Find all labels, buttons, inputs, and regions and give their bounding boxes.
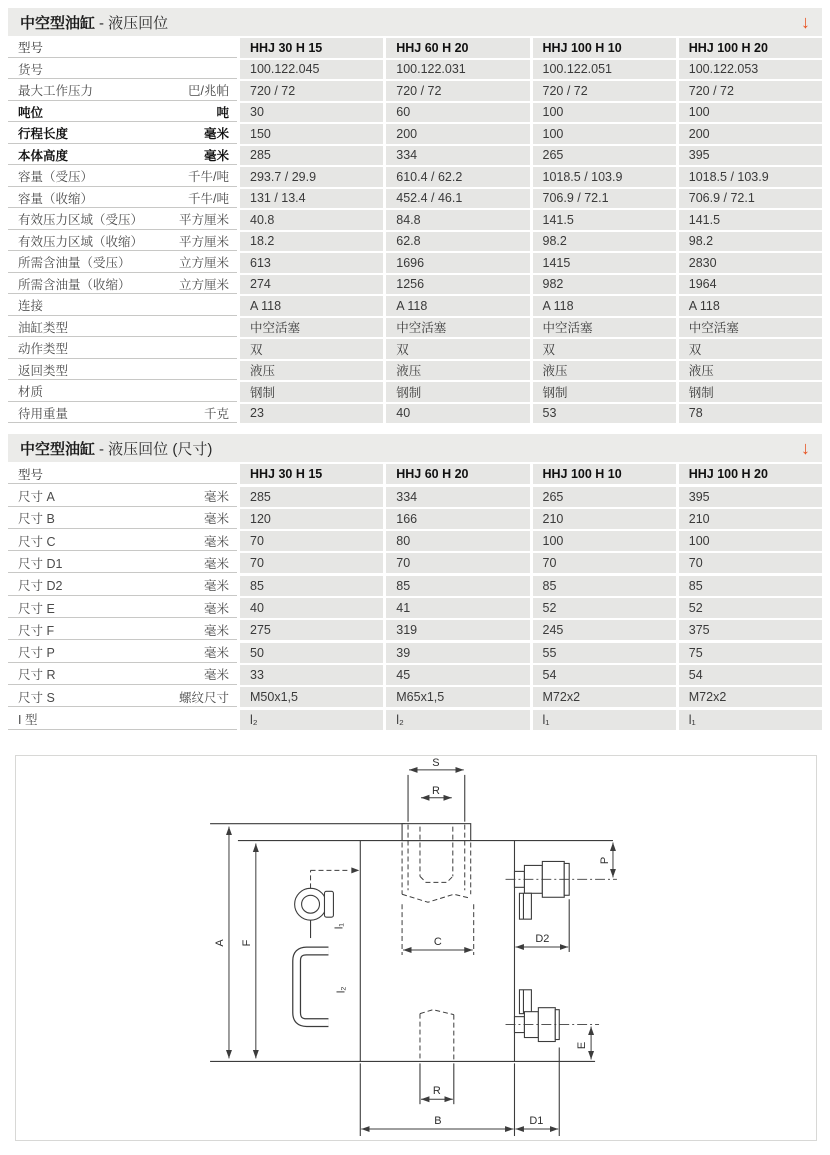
row-label: 连接 bbox=[18, 299, 44, 314]
row-label: 返回类型 bbox=[18, 363, 69, 378]
row-unit: 巴/兆帕 bbox=[188, 84, 229, 99]
table-row bbox=[8, 167, 822, 187]
dim-label-c: C bbox=[433, 935, 442, 948]
row-unit: 千牛/吨 bbox=[188, 170, 229, 185]
column-header-cell: HHJ 100 H 20 bbox=[679, 464, 822, 484]
row-label-cell: 型号 bbox=[8, 38, 237, 58]
table-row bbox=[8, 576, 822, 596]
value-cell: 334 bbox=[386, 487, 529, 507]
value-cell: 40 bbox=[240, 598, 383, 618]
value-cell: 200 bbox=[386, 124, 529, 144]
dim-label-r-top: R bbox=[431, 784, 440, 797]
table-row bbox=[8, 598, 822, 618]
value-cell: 265 bbox=[533, 487, 676, 507]
row-label-cell bbox=[8, 382, 237, 402]
value-cell: 1018.5 / 103.9 bbox=[679, 167, 822, 187]
table-subtitle: - 液压回位 (尺寸) bbox=[99, 440, 213, 458]
row-label: 油缸类型 bbox=[18, 320, 69, 335]
row-label-cell bbox=[8, 643, 237, 663]
value-cell: 200 bbox=[679, 124, 822, 144]
value-cell: 54 bbox=[679, 665, 822, 685]
value-cell: 80 bbox=[386, 531, 529, 551]
table-row bbox=[8, 210, 822, 230]
row-label: 本体高度 bbox=[18, 148, 69, 163]
row-label-cell bbox=[8, 665, 237, 685]
row-unit: 毫米 bbox=[203, 490, 229, 505]
value-cell: 100 bbox=[533, 124, 676, 144]
row-label-cell bbox=[8, 103, 237, 123]
table-row bbox=[8, 81, 822, 101]
value-cell: 39 bbox=[386, 643, 529, 663]
dim-label-e: E bbox=[576, 1041, 589, 1049]
value-cell: 70 bbox=[386, 553, 529, 573]
column-header-cell: HHJ 60 H 20 bbox=[386, 38, 529, 58]
value-cell: 75 bbox=[679, 643, 822, 663]
value-cell: l₁ bbox=[533, 710, 676, 730]
download-arrow-icon[interactable]: ↓ bbox=[801, 438, 810, 458]
value-cell: 53 bbox=[533, 404, 676, 424]
table-row bbox=[8, 553, 822, 573]
value-cell: 85 bbox=[240, 576, 383, 596]
dim-label-p: P bbox=[599, 856, 611, 864]
value-cell: 375 bbox=[679, 620, 822, 640]
value-cell: 双 bbox=[386, 339, 529, 359]
table-row bbox=[8, 509, 822, 529]
value-cell: 141.5 bbox=[533, 210, 676, 230]
value-cell: 1964 bbox=[679, 275, 822, 295]
table-row bbox=[8, 643, 822, 663]
row-unit: 毫米 bbox=[203, 148, 229, 163]
value-cell: 70 bbox=[533, 553, 676, 573]
value-cell: 钢制 bbox=[386, 382, 529, 402]
value-cell: 1696 bbox=[386, 253, 529, 273]
value-cell: 55 bbox=[533, 643, 676, 663]
row-label-cell bbox=[8, 687, 237, 707]
value-cell: M72x2 bbox=[679, 687, 822, 707]
row-label-cell bbox=[8, 553, 237, 573]
dim-label-r-bottom: R bbox=[432, 1084, 441, 1097]
value-cell: 2830 bbox=[679, 253, 822, 273]
row-label: 材质 bbox=[18, 385, 44, 400]
table-row bbox=[8, 531, 822, 551]
value-cell: 395 bbox=[679, 487, 822, 507]
value-cell: 285 bbox=[240, 146, 383, 166]
value-cell: 液压 bbox=[533, 361, 676, 381]
value-cell: 210 bbox=[533, 509, 676, 529]
table-row bbox=[8, 382, 822, 402]
value-cell: 150 bbox=[240, 124, 383, 144]
value-cell: M50x1,5 bbox=[240, 687, 383, 707]
value-cell: 钢制 bbox=[240, 382, 383, 402]
value-cell: 85 bbox=[533, 576, 676, 596]
row-label-cell bbox=[8, 598, 237, 618]
value-cell: 720 / 72 bbox=[386, 81, 529, 101]
value-cell: 78 bbox=[679, 404, 822, 424]
row-label-cell bbox=[8, 404, 237, 424]
row-unit: 螺纹尺寸 bbox=[178, 690, 229, 705]
table-row bbox=[8, 103, 822, 123]
row-label: 容量（受压） bbox=[18, 170, 94, 185]
value-cell: 98.2 bbox=[533, 232, 676, 252]
row-label: 行程长度 bbox=[18, 127, 69, 142]
value-cell: A 118 bbox=[679, 296, 822, 316]
row-label-cell bbox=[8, 361, 237, 381]
table-row bbox=[8, 710, 822, 730]
row-unit: 平方厘米 bbox=[178, 234, 229, 249]
value-cell: 275 bbox=[240, 620, 383, 640]
row-unit: 立方厘米 bbox=[178, 277, 229, 292]
row-unit: 千牛/吨 bbox=[188, 191, 229, 206]
column-header-cell: HHJ 30 H 15 bbox=[240, 38, 383, 58]
row-label: 动作类型 bbox=[18, 342, 69, 357]
value-cell: 85 bbox=[386, 576, 529, 596]
value-cell: 双 bbox=[240, 339, 383, 359]
value-cell: 45 bbox=[386, 665, 529, 685]
row-label-cell bbox=[8, 620, 237, 640]
lower-coupler bbox=[506, 989, 600, 1041]
value-cell: 中空活塞 bbox=[679, 318, 822, 338]
table-title: 中空型油缸 bbox=[20, 14, 96, 32]
table-row bbox=[8, 275, 822, 295]
row-label-cell bbox=[8, 189, 237, 209]
row-unit: 毫米 bbox=[203, 127, 229, 142]
value-cell: 70 bbox=[240, 553, 383, 573]
row-label: 有效压力区域（受压） bbox=[18, 213, 144, 228]
value-cell: 钢制 bbox=[533, 382, 676, 402]
value-cell: 液压 bbox=[386, 361, 529, 381]
row-label-cell bbox=[8, 339, 237, 359]
dim-label-b: B bbox=[434, 1114, 442, 1127]
value-cell: A 118 bbox=[386, 296, 529, 316]
spec-table-hydraulic-return bbox=[8, 8, 822, 423]
label-l1: l₁ bbox=[333, 922, 346, 929]
row-label-cell bbox=[8, 124, 237, 144]
value-cell: 293.7 / 29.9 bbox=[240, 167, 383, 187]
value-cell: 23 bbox=[240, 404, 383, 424]
value-cell: 100.122.053 bbox=[679, 60, 822, 80]
value-cell: 33 bbox=[240, 665, 383, 685]
value-cell: 610.4 / 62.2 bbox=[386, 167, 529, 187]
column-header-cell: HHJ 30 H 15 bbox=[240, 464, 383, 484]
column-header-row bbox=[8, 464, 822, 484]
row-label-cell bbox=[8, 275, 237, 295]
value-cell: l₂ bbox=[240, 710, 383, 730]
table-subtitle: - 液压回位 bbox=[99, 14, 169, 32]
table-row bbox=[8, 687, 822, 707]
dim-label-f: F bbox=[240, 939, 253, 946]
row-unit: 毫米 bbox=[203, 579, 229, 594]
value-cell: 274 bbox=[240, 275, 383, 295]
label-l2: l₂ bbox=[335, 986, 348, 993]
value-cell: 41 bbox=[386, 598, 529, 618]
row-unit: 毫米 bbox=[203, 623, 229, 638]
table-row bbox=[8, 620, 822, 640]
value-cell: 30 bbox=[240, 103, 383, 123]
row-label: 尺寸 E bbox=[18, 601, 55, 616]
row-label: 吨位 bbox=[18, 105, 44, 120]
upper-coupler bbox=[506, 861, 617, 919]
row-unit: 吨 bbox=[216, 105, 229, 120]
dimension-labels bbox=[214, 757, 611, 1127]
value-cell: 720 / 72 bbox=[533, 81, 676, 101]
value-cell: 液压 bbox=[240, 361, 383, 381]
value-cell: 706.9 / 72.1 bbox=[533, 189, 676, 209]
row-label-cell bbox=[8, 296, 237, 316]
table-body bbox=[8, 464, 822, 729]
row-label-cell bbox=[8, 576, 237, 596]
value-cell: l₂ bbox=[386, 710, 529, 730]
row-label: 尺寸 C bbox=[18, 534, 56, 549]
table-row bbox=[8, 232, 822, 252]
row-label: 尺寸 A bbox=[18, 490, 55, 505]
value-cell: 720 / 72 bbox=[679, 81, 822, 101]
value-cell: 100 bbox=[679, 531, 822, 551]
value-cell: A 118 bbox=[240, 296, 383, 316]
value-cell: 40 bbox=[386, 404, 529, 424]
value-cell: 720 / 72 bbox=[240, 81, 383, 101]
row-label-cell bbox=[8, 81, 237, 101]
value-cell: 18.2 bbox=[240, 232, 383, 252]
dim-label-s: S bbox=[432, 756, 440, 769]
dim-label-d1: D1 bbox=[529, 1114, 544, 1127]
table-title-bar bbox=[8, 8, 822, 36]
row-label-cell bbox=[8, 232, 237, 252]
value-cell: 62.8 bbox=[386, 232, 529, 252]
table-row bbox=[8, 124, 822, 144]
value-cell: 452.4 / 46.1 bbox=[386, 189, 529, 209]
column-header-cell: HHJ 60 H 20 bbox=[386, 464, 529, 484]
value-cell: 100 bbox=[679, 103, 822, 123]
value-cell: 1415 bbox=[533, 253, 676, 273]
value-cell: 1256 bbox=[386, 275, 529, 295]
row-label: 尺寸 D2 bbox=[18, 579, 63, 594]
row-label: 有效压力区域（收缩） bbox=[18, 234, 144, 249]
table-row bbox=[8, 318, 822, 338]
table-row bbox=[8, 361, 822, 381]
table-row bbox=[8, 146, 822, 166]
row-unit: 毫米 bbox=[203, 534, 229, 549]
value-cell: 285 bbox=[240, 487, 383, 507]
table-title-bar bbox=[8, 434, 822, 462]
row-unit: 立方厘米 bbox=[178, 256, 229, 271]
dim-label-a: A bbox=[214, 938, 227, 947]
row-label-cell bbox=[8, 509, 237, 529]
row-label: 尺寸 P bbox=[18, 646, 55, 661]
column-header-cell: HHJ 100 H 10 bbox=[533, 38, 676, 58]
dimension-diagram-panel bbox=[15, 755, 817, 1141]
row-label-cell bbox=[8, 210, 237, 230]
row-unit: 毫米 bbox=[203, 512, 229, 527]
value-cell: 100.122.031 bbox=[386, 60, 529, 80]
table-title: 中空型油缸 bbox=[20, 440, 96, 458]
value-cell: 84.8 bbox=[386, 210, 529, 230]
row-unit: 毫米 bbox=[203, 601, 229, 616]
value-cell: 70 bbox=[679, 553, 822, 573]
value-cell: 液压 bbox=[679, 361, 822, 381]
row-label-cell bbox=[8, 710, 237, 730]
value-cell: A 118 bbox=[533, 296, 676, 316]
row-label: I 型 bbox=[18, 713, 38, 728]
column-header-row bbox=[8, 38, 822, 58]
row-unit: 毫米 bbox=[203, 556, 229, 571]
column-header-cell: HHJ 100 H 20 bbox=[679, 38, 822, 58]
value-cell: 中空活塞 bbox=[386, 318, 529, 338]
value-cell: 中空活塞 bbox=[240, 318, 383, 338]
row-label-cell bbox=[8, 167, 237, 187]
value-cell: 319 bbox=[386, 620, 529, 640]
row-label-cell bbox=[8, 253, 237, 273]
table-row bbox=[8, 487, 822, 507]
value-cell: M72x2 bbox=[533, 687, 676, 707]
value-cell: l₁ bbox=[679, 710, 822, 730]
row-unit: 平方厘米 bbox=[178, 213, 229, 228]
value-cell: 54 bbox=[533, 665, 676, 685]
row-unit: 毫米 bbox=[203, 646, 229, 661]
row-label: 货号 bbox=[18, 62, 44, 77]
value-cell: 100.122.051 bbox=[533, 60, 676, 80]
table-row bbox=[8, 189, 822, 209]
value-cell: 50 bbox=[240, 643, 383, 663]
table-body bbox=[8, 38, 822, 423]
value-cell: 1018.5 / 103.9 bbox=[533, 167, 676, 187]
value-cell: 钢制 bbox=[679, 382, 822, 402]
value-cell: 70 bbox=[240, 531, 383, 551]
value-cell: 52 bbox=[679, 598, 822, 618]
row-label-cell bbox=[8, 318, 237, 338]
row-label: 容量（收缩） bbox=[18, 191, 94, 206]
table-row bbox=[8, 665, 822, 685]
dim-label-d2: D2 bbox=[535, 932, 550, 945]
value-cell: 52 bbox=[533, 598, 676, 618]
row-label: 尺寸 R bbox=[18, 668, 56, 683]
row-unit: 毫米 bbox=[203, 668, 229, 683]
value-cell: 141.5 bbox=[679, 210, 822, 230]
value-cell: 40.8 bbox=[240, 210, 383, 230]
row-label-cell bbox=[8, 487, 237, 507]
value-cell: 100 bbox=[533, 531, 676, 551]
table-row bbox=[8, 404, 822, 424]
row-label: 所需含油量（受压） bbox=[18, 256, 131, 271]
row-label: 所需含油量（收缩） bbox=[18, 277, 131, 292]
value-cell: 982 bbox=[533, 275, 676, 295]
row-label-cell bbox=[8, 60, 237, 80]
row-label: 尺寸 B bbox=[18, 512, 55, 527]
carry-handle bbox=[297, 951, 329, 1023]
value-cell: M65x1,5 bbox=[386, 687, 529, 707]
row-label: 尺寸 F bbox=[18, 623, 55, 638]
value-cell: 100.122.045 bbox=[240, 60, 383, 80]
row-label: 尺寸 D1 bbox=[18, 556, 63, 571]
value-cell: 131 / 13.4 bbox=[240, 189, 383, 209]
value-cell: 中空活塞 bbox=[533, 318, 676, 338]
table-row bbox=[8, 60, 822, 80]
value-cell: 395 bbox=[679, 146, 822, 166]
lifting-eye bbox=[295, 867, 360, 938]
value-cell: 706.9 / 72.1 bbox=[679, 189, 822, 209]
value-cell: 双 bbox=[533, 339, 676, 359]
value-cell: 120 bbox=[240, 509, 383, 529]
table-row bbox=[8, 253, 822, 273]
row-label: 最大工作压力 bbox=[18, 84, 94, 99]
spec-table-dimensions bbox=[8, 434, 822, 730]
value-cell: 85 bbox=[679, 576, 822, 596]
value-cell: 265 bbox=[533, 146, 676, 166]
row-label: 待用重量 bbox=[18, 406, 69, 421]
cylinder-dimension-drawing bbox=[16, 756, 816, 1140]
value-cell: 210 bbox=[679, 509, 822, 529]
download-arrow-icon[interactable]: ↓ bbox=[801, 12, 810, 32]
row-label-cell bbox=[8, 146, 237, 166]
row-label: 尺寸 S bbox=[18, 690, 55, 705]
column-header-cell: HHJ 100 H 10 bbox=[533, 464, 676, 484]
value-cell: 100 bbox=[533, 103, 676, 123]
value-cell: 166 bbox=[386, 509, 529, 529]
table-row bbox=[8, 339, 822, 359]
value-cell: 60 bbox=[386, 103, 529, 123]
table-row bbox=[8, 296, 822, 316]
value-cell: 双 bbox=[679, 339, 822, 359]
row-label-cell: 型号 bbox=[8, 464, 237, 484]
value-cell: 98.2 bbox=[679, 232, 822, 252]
row-unit: 千克 bbox=[203, 406, 229, 421]
row-label-cell bbox=[8, 531, 237, 551]
value-cell: 613 bbox=[240, 253, 383, 273]
value-cell: 245 bbox=[533, 620, 676, 640]
value-cell: 334 bbox=[386, 146, 529, 166]
